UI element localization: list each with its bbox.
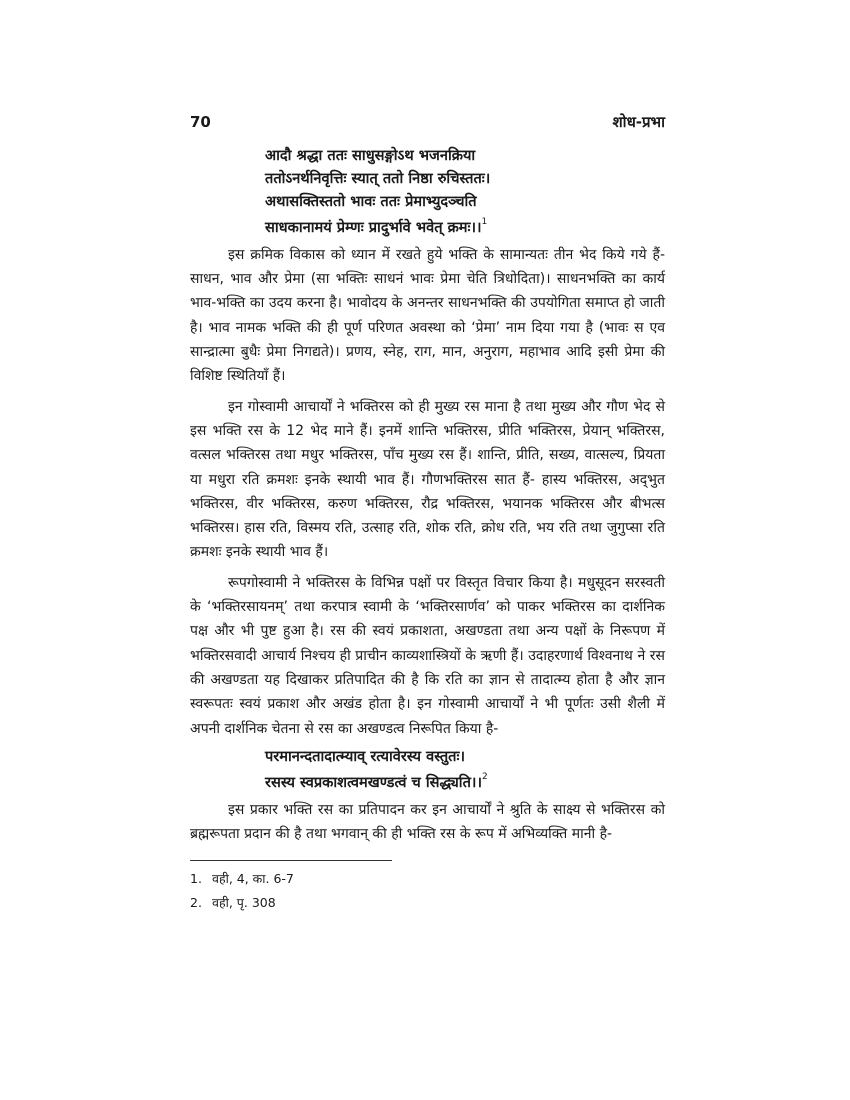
- paragraph-bhakti-types: इस क्रमिक विकास को ध्यान में रखते हुये भक्ति के सामान्यतः तीन भेद किये गये हैं- साधन, भाव और प्रेमा (सा भक्तिः साधनं भावः प्रेमा चेति त्रिधोदिता)। साधनभक्ति का कार्य भाव-भक्ति का उदय करना है। भावोदय के अनन्तर साधनभक्ति की उपयोगिता समाप्त हो जाती है। भाव नामक भक्ति की ही पूर्ण परिणत अवस्था को ‘प्रेमा’ नाम दिया गया है (भावः स एव सान्द्रात्मा बुधैः प्रेमा निगद्यते)। प्रणय, स्नेह, राग, मान, अनुराग, महाभाव आदि इसी प्रेमा की विशिष्ट स्थितियाँ हैं।: [190, 246, 665, 385]
- verse-block-2: [265, 745, 665, 794]
- verse-line: अथासक्तिस्ततो भावः ततः प्रेमाभ्युदञ्चति: [265, 193, 477, 210]
- footnote-text: वही, 4, का. 6-7: [212, 871, 294, 887]
- paragraph-rupagoswami: रूपगोस्वामी ने भक्तिरस के विभिन्न पक्षों पर विस्तृत विचार किया है। मधुसूदन सरस्वती के ‘भक्तिरसायनम्’ तथा करपात्र स्वामी के ‘भक्तिरसार्णव’ को पाकर भक्तिरस का दार्शनिक पक्ष और भी पुष्ट हुआ है। रस की स्वयं प्रकाशता, अखण्डता तथा अन्य पक्षों के निरूपण में भक्तिरसवादी आचार्य निश्चय ही प्राचीन काव्यशास्त्रियों के ऋणी हैं। उदाहरणार्थ विश्वनाथ ने रस की अखण्डता यह दिखाकर प्रतिपादित की है कि रति का ज्ञान से तादात्म्य होता है और ज्ञान स्वरूपतः स्वयं प्रकाश और अखंड होता है। इन गोस्वामी आचार्यों ने भी पूर्णतः उसी शैली में अपनी दार्शनिक चेतना से रस का अखण्डत्व निरूपित किया है-: [190, 574, 665, 737]
- footnote-marker-2: 2: [481, 771, 488, 782]
- footnote-2: [190, 891, 665, 915]
- verse-block-1: [265, 144, 665, 239]
- footnote-1: [190, 867, 665, 891]
- footnote-number: 1.: [190, 871, 202, 887]
- running-title: शोध-प्रभा: [612, 113, 665, 131]
- page-content: [190, 112, 665, 915]
- verse-line-last: [265, 768, 665, 794]
- verse-line: ततोऽनर्थनिवृत्तिः स्यात् ततो निष्ठा रुचिस्ततः।: [265, 170, 491, 187]
- footnote-marker-1: 1: [481, 217, 488, 227]
- verse-line-text: रसस्य स्वप्रकाशत्वमखण्डत्वं च सिद्ध्यति।।: [265, 773, 482, 791]
- footnote-number: 2.: [190, 895, 202, 911]
- footnote-text: वही, पृ. 308: [212, 895, 276, 911]
- paragraph-bhakti-rasa: इन गोस्वामी आचार्यों ने भक्तिरस को ही मुख्य रस माना है तथा मुख्य और गौण भेद से इस भक्ति रस के 12 भेद माने हैं। इनमें शान्ति भक्तिरस, प्रीति भक्तिरस, प्रेयान् भक्तिरस, वत्सल भक्तिरस तथा मधुर भक्तिरस, पाँच मुख्य रस हैं। शान्ति, प्रीति, सख्य, वात्सल्य, प्रियता या मधुरा रति क्रमशः इनके स्थायी भाव हैं। गौणभक्तिरस सात हैं- हास्य भक्तिरस, अद्‌भुत भक्तिरस, वीर भक्तिरस, करुण भक्तिरस, रौद्र भक्तिरस, भयानक भक्तिरस और बीभत्स भक्तिरस। हास रति, विस्मय रति, उत्साह रति, शोक रति, क्रोध रति, भय रति तथा जुगुप्सा रति क्रमशः इनके स्थायी भाव हैं।: [190, 398, 665, 561]
- footnote-divider: [190, 860, 392, 861]
- page-number: 70: [190, 113, 211, 131]
- page-header: [190, 112, 665, 132]
- verse-line-text: साधकानामयं प्रेम्णः प्रादुर्भावे भवेत् क्रमः।।: [265, 218, 482, 236]
- paragraph-closing: इस प्रकार भक्ति रस का प्रतिपादन कर इन आचार्यों ने श्रुति के साक्ष्य से भक्तिरस को ब्रह्मरूपता प्रदान की है तथा भगवान् की ही भक्ति रस के रूप में अभिव्यक्ति मानी है-: [190, 801, 665, 842]
- verse-line: आदौ श्रद्धा ततः साधुसङ्गोऽथ भजनक्रिया: [265, 147, 476, 164]
- verse-line-last: [265, 213, 665, 239]
- verse-line: परमानन्दतादात्म्याव् रत्यावेरस्य वस्तुतः।: [265, 747, 465, 765]
